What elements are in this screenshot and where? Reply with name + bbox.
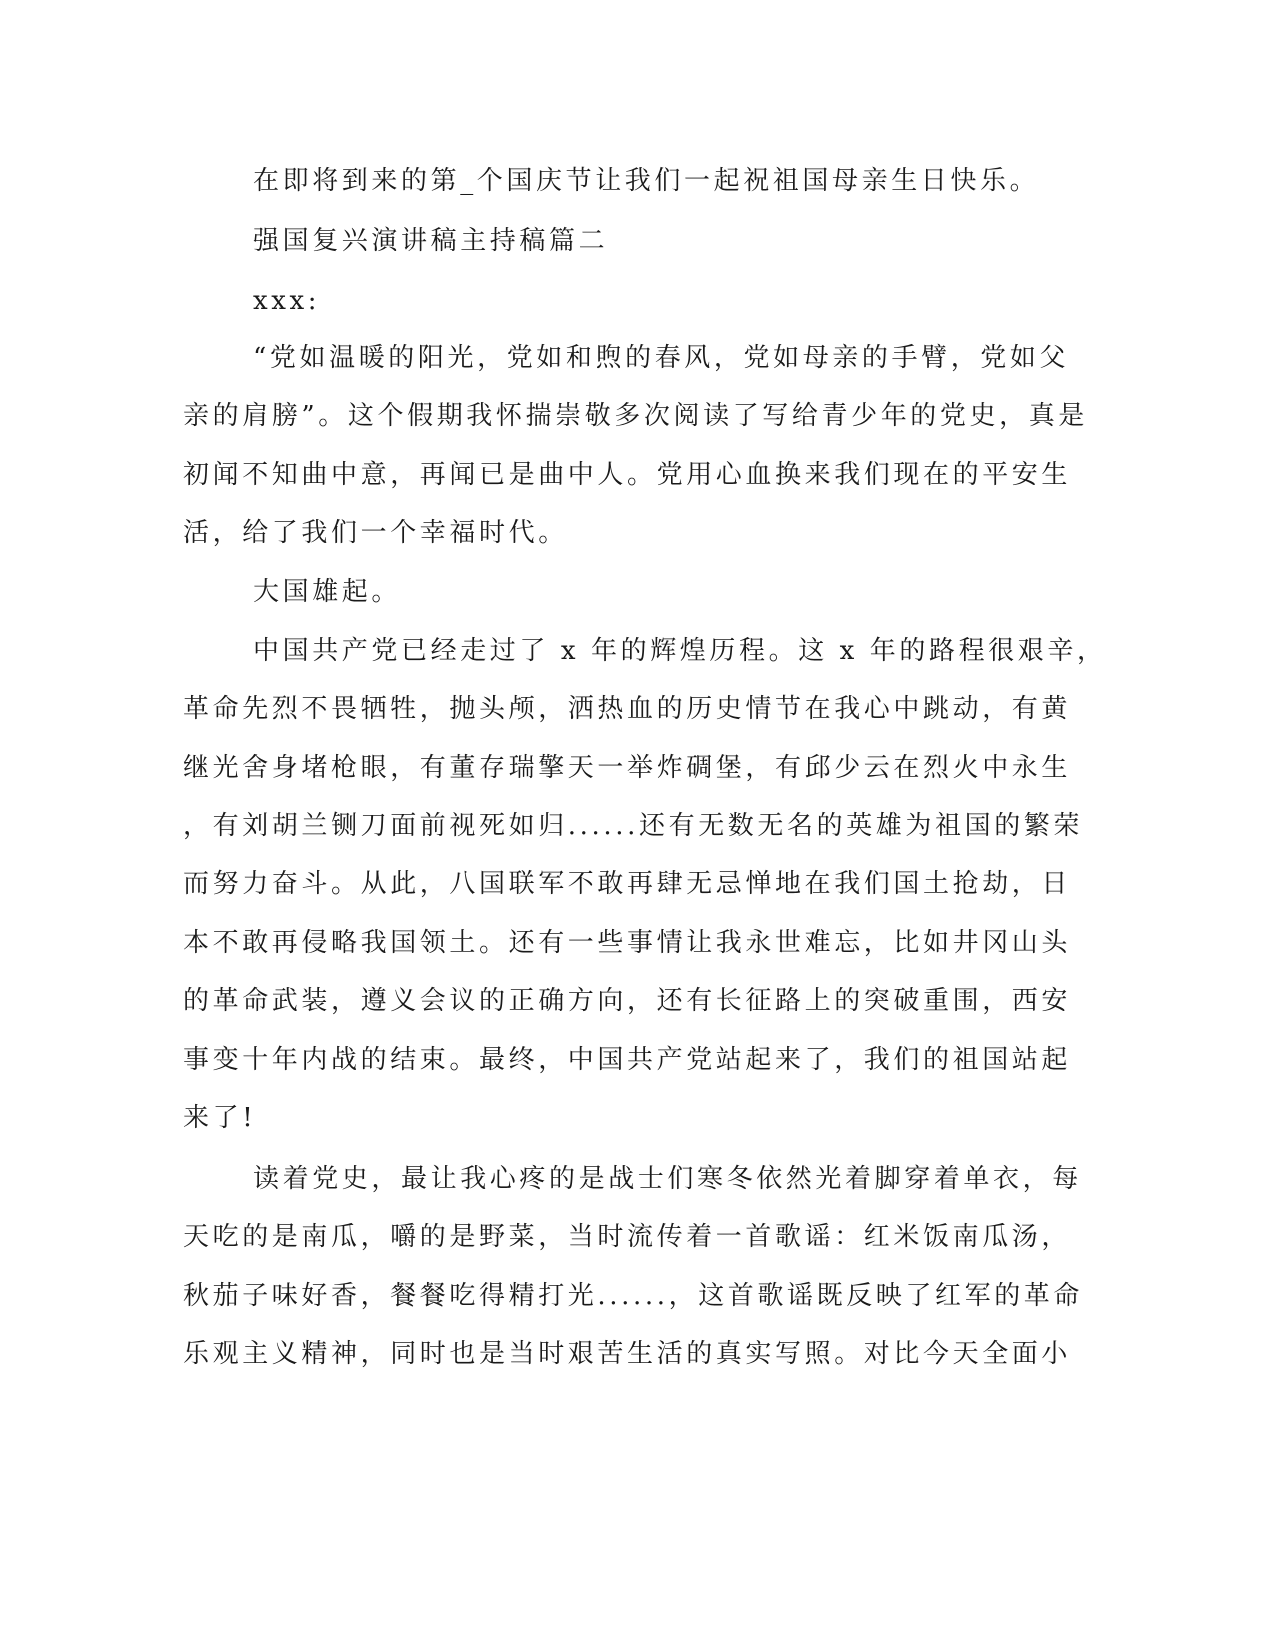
text-line: 继光舍身堵枪眼，有董存瑞擎天一举炸碉堡，有邱少云在烈火中永生 bbox=[183, 753, 1072, 783]
text-line: 秋茄子味好香，餐餐吃得精打光......，这首歌谣既反映了红军的革命 bbox=[183, 1281, 1083, 1311]
text-line: “党如温暖的阳光，党如和煦的春风，党如母亲的手臂，党如父 bbox=[253, 343, 1070, 373]
text-line: 中国共产党已经走过了 x 年的辉煌历程。这 x 年的路程很艰辛， bbox=[253, 636, 1107, 666]
text-line: ，有刘胡兰铡刀面前视死如归......还有无数无名的英雄为祖国的繁荣 bbox=[183, 811, 1083, 841]
text-line: 活，给了我们一个幸福时代。 bbox=[183, 518, 568, 548]
text-line: 而努力奋斗。从此，八国联军不敢再肆无忌惮地在我们国土抢劫，日 bbox=[183, 869, 1072, 899]
text-line: 乐观主义精神，同时也是当时艰苦生活的真实写照。对比今天全面小 bbox=[183, 1339, 1072, 1369]
salutation: xxx: bbox=[253, 286, 321, 316]
text-line: 在即将到来的第_个国庆节让我们一起祝祖国母亲生日快乐。 bbox=[253, 166, 1040, 196]
text-line: 初闻不知曲中意，再闻已是曲中人。党用心血换来我们现在的平安生 bbox=[183, 460, 1072, 490]
text-line: 革命先烈不畏牺牲，抛头颅，洒热血的历史情节在我心中跳动，有黄 bbox=[183, 694, 1072, 724]
text-line: 来了! bbox=[183, 1103, 257, 1133]
text-line: 大国雄起。 bbox=[253, 577, 402, 607]
section-heading: 强国复兴演讲稿主持稿篇二 bbox=[253, 226, 609, 256]
text-line: 天吃的是南瓜，嚼的是野菜，当时流传着一首歌谣：红米饭南瓜汤， bbox=[183, 1222, 1072, 1252]
text-line: 亲的肩膀”。这个假期我怀揣崇敬多次阅读了写给青少年的党史，真是 bbox=[183, 401, 1088, 431]
text-line: 读着党史，最让我心疼的是战士们寒冬依然光着脚穿着单衣，每 bbox=[253, 1164, 1082, 1194]
text-line: 事变十年内战的结束。最终，中国共产党站起来了，我们的祖国站起 bbox=[183, 1045, 1072, 1075]
text-line: 的革命武装，遵义会议的正确方向，还有长征路上的突破重围，西安 bbox=[183, 986, 1072, 1016]
text-line: 本不敢再侵略我国领土。还有一些事情让我永世难忘，比如井冈山头 bbox=[183, 928, 1072, 958]
